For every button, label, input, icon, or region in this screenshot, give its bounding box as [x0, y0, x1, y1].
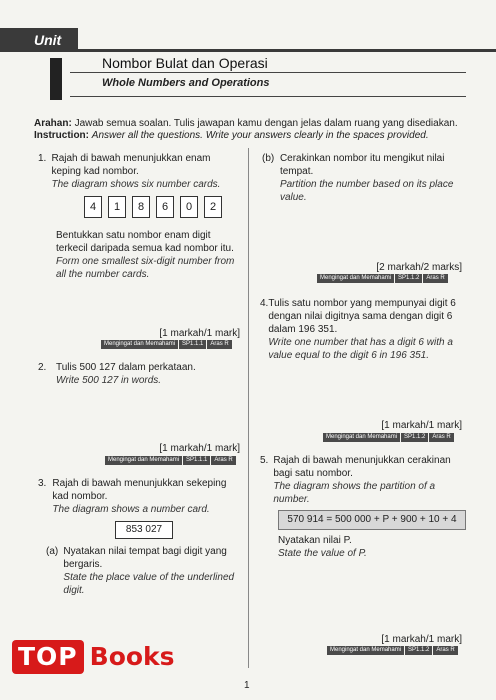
question-4 — [260, 297, 466, 362]
skill-badge: Mengingat dan Memahami SP1.1.2 Aras R — [326, 646, 458, 655]
question-text-en: The diagram shows the partition of a number. — [273, 481, 436, 505]
question-text-en: Write one number that has a digit 6 with a value equal to the digit 6 in 196 351. — [268, 337, 453, 361]
unit-tab: Unit — [0, 28, 78, 52]
header-rule — [78, 49, 496, 52]
page-number: 1 — [244, 680, 250, 691]
skill-badge: Mengingat dan Memahami SP1.1.2 Aras R — [316, 274, 448, 283]
marks-label: [1 markah/1 mark] — [381, 420, 462, 431]
number-card: 2 — [204, 196, 222, 218]
question-1 — [38, 152, 238, 191]
question-text-my: Tulis 500 127 dalam perkataan. — [56, 362, 196, 373]
partition-equation: 570 914 = 500 000 + P + 900 + 10 + 4 — [278, 510, 466, 530]
task-text-en: State the value of P. — [278, 548, 367, 559]
question-text-my: Rajah di bawah menunjukkan enam keping kad nombor. — [51, 153, 211, 177]
question-number: 3. — [38, 478, 47, 489]
question-number: 4. — [260, 298, 269, 309]
number-cards — [84, 196, 224, 220]
part-text-my: Cerakinkan nombor itu mengikut nilai tempat. — [279, 153, 445, 177]
part-label: (b) — [262, 153, 275, 164]
question-text-my: Tulis satu nombor yang mempunyai digit 6 dengan nilai digitnya sama dengan digit 6 dalam 196 351. — [268, 298, 456, 335]
question-3a — [46, 545, 242, 597]
question-text-en: The diagram shows a number card. — [52, 504, 210, 515]
question-text-en: Write 500 127 in words. — [56, 375, 162, 386]
page-title: Nombor Bulat dan Operasi — [102, 55, 268, 71]
number-card: 6 — [156, 196, 174, 218]
question-text-my: Rajah di bawah menunjukkan sekeping kad nombor. — [52, 478, 227, 502]
skill-badge: Mengingat dan Memahami SP1.1.1 Aras R — [100, 340, 232, 349]
question-number: 1. — [38, 153, 47, 164]
question-number: 2. — [38, 362, 47, 373]
question-3b — [262, 152, 462, 204]
question-5 — [260, 454, 466, 506]
task-text-en: Form one smallest six-digit number from all the number cards. — [56, 256, 235, 280]
question-3 — [38, 477, 238, 516]
unit-number-bar — [50, 58, 62, 100]
marks-label: [1 markah/1 mark] — [159, 443, 240, 454]
skill-badge: Mengingat dan Memahami SP1.1.1 Aras R — [104, 456, 236, 465]
number-card: 4 — [84, 196, 102, 218]
topbooks-logo: TOP Books — [12, 640, 175, 674]
page-subtitle: Whole Numbers and Operations — [102, 77, 270, 89]
question-1-task — [56, 229, 240, 281]
task-text-my: Bentukkan satu nombor enam digit terkecil daripada semua kad nombor itu. — [56, 230, 234, 254]
question-2 — [38, 361, 238, 387]
part-label: (a) — [46, 546, 59, 557]
part-text-en: Partition the number based on its place value. — [279, 179, 454, 203]
number-card: 8 — [132, 196, 150, 218]
part-text-my: Nyatakan nilai tempat bagi digit yang bergaris. — [63, 546, 227, 570]
question-number: 5. — [260, 455, 269, 466]
instruction-en: Instruction: Answer all the questions. Write your answers clearly in the spaces provided. — [34, 130, 429, 141]
instruction-my: Arahan: Jawab semua soalan. Tulis jawapan kamu dengan jelas dalam ruang yang disediakan. — [34, 118, 458, 129]
number-card: 853 027 — [115, 521, 173, 539]
part-text-en: State the place value of the underlined digit. — [63, 572, 235, 596]
number-card: 1 — [108, 196, 126, 218]
title-underline — [70, 72, 466, 73]
number-card: 0 — [180, 196, 198, 218]
marks-label: [1 markah/1 mark] — [159, 328, 240, 339]
marks-label: [1 markah/1 mark] — [381, 634, 462, 645]
marks-label: [2 markah/2 marks] — [376, 262, 462, 273]
skill-badge: Mengingat dan Memahami SP1.1.2 Aras R — [322, 433, 454, 442]
task-text-my: Nyatakan nilai P. — [278, 535, 352, 546]
subtitle-underline — [70, 96, 466, 97]
question-text-en: The diagram shows six number cards. — [51, 179, 221, 190]
question-5-task — [278, 534, 464, 560]
question-text-my: Rajah di bawah menunjukkan cerakinan bagi satu nombor. — [273, 455, 451, 479]
column-divider — [248, 148, 249, 668]
